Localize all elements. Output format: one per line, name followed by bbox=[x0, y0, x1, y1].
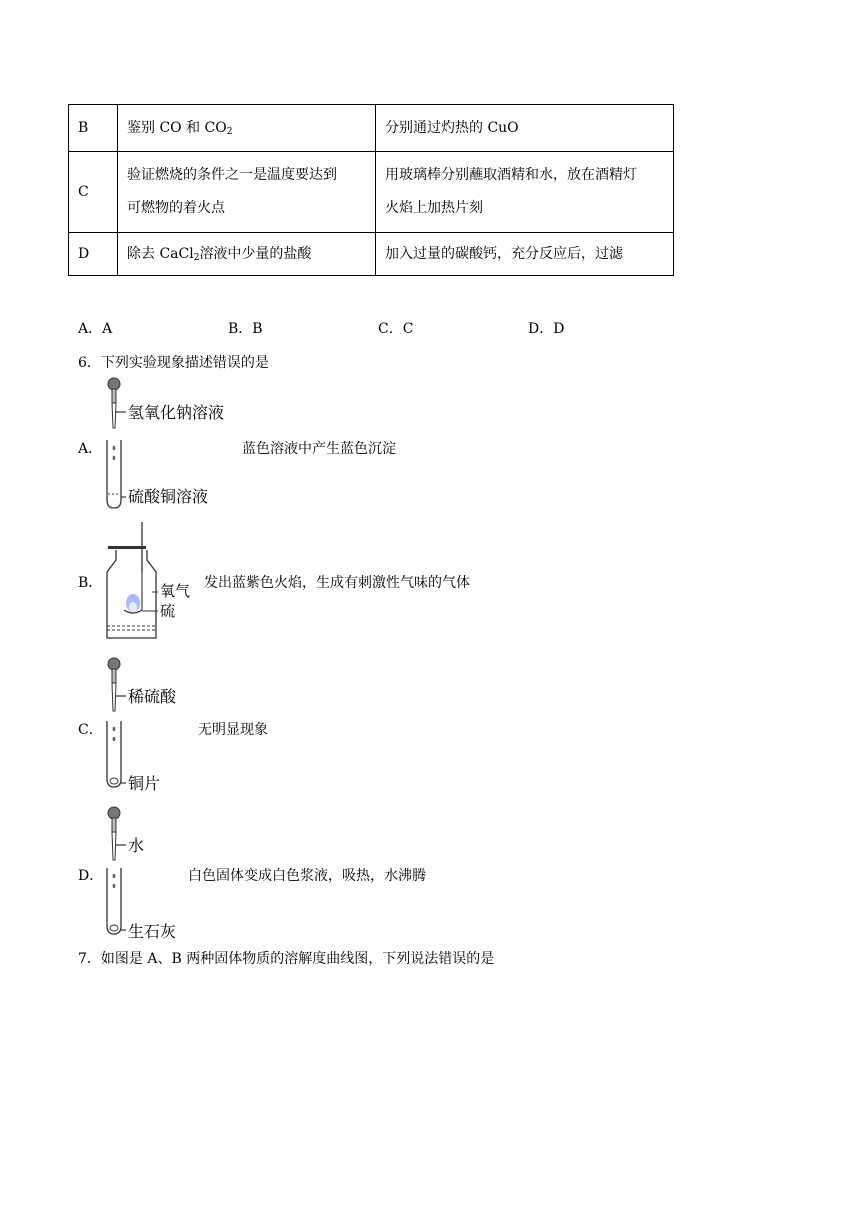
row-purpose: 鉴别 CO 和 $CO_2$ bbox=[118, 105, 376, 152]
row-method: 分别通过灼热的 CuO bbox=[376, 105, 674, 152]
label-bottom: 硫酸铜溶液 bbox=[128, 487, 209, 506]
gas-bottle-diagram bbox=[100, 520, 210, 642]
q6-option-c-text: 无明显现象 bbox=[198, 722, 268, 738]
dropper-test-tube-diagram bbox=[96, 376, 246, 512]
label-bottom: 生石灰 bbox=[128, 922, 177, 941]
row-purpose: 验证燃烧的条件之一是温度要达到 可燃物的着火点 bbox=[118, 152, 376, 233]
label-bottom: 铜片 bbox=[128, 774, 161, 793]
row-label: C bbox=[69, 152, 118, 233]
label-bottom: 硫 bbox=[160, 602, 176, 620]
row-method: 用玻璃棒分别蘸取酒精和水，放在酒精灯 火焰上加热片刻 bbox=[376, 152, 674, 233]
q5-option-b[interactable]: B．B bbox=[228, 321, 263, 337]
table-row bbox=[69, 152, 674, 233]
experiment-table bbox=[68, 104, 674, 276]
q5-option-d[interactable]: D．D bbox=[528, 321, 565, 337]
q6-option-d-letter[interactable]: D． bbox=[78, 868, 104, 884]
row-purpose: 除去 CaCl$_2$溶液中少量的盐酸 bbox=[118, 233, 376, 276]
q6-option-a-letter[interactable]: A． bbox=[78, 441, 103, 457]
table-row bbox=[69, 233, 674, 276]
table-row bbox=[69, 105, 674, 152]
q6-option-a-text: 蓝色溶液中产生蓝色沉淀 bbox=[242, 441, 396, 457]
q6-option-b-text: 发出蓝紫色火焰，生成有刺激性气味的气体 bbox=[204, 575, 470, 591]
q6-option-d-text: 白色固体变成白色浆液，吸热，水沸腾 bbox=[188, 868, 426, 884]
q5-option-c[interactable]: C．C bbox=[378, 321, 414, 337]
q5-option-a[interactable]: A．A bbox=[78, 321, 113, 337]
q6-stem: 6．下列实验现象描述错误的是 bbox=[78, 355, 269, 371]
label-top: 氢氧化钠溶液 bbox=[128, 403, 225, 422]
dropper-test-tube-diagram bbox=[96, 655, 206, 795]
label-top: 水 bbox=[128, 836, 145, 855]
row-label: D bbox=[69, 233, 118, 276]
label-top: 稀硫酸 bbox=[128, 687, 177, 706]
q6-option-c-letter[interactable]: C． bbox=[78, 722, 103, 738]
label-top: 氧气 bbox=[160, 582, 191, 600]
q6-option-b-letter[interactable]: B． bbox=[78, 575, 103, 591]
row-label: B bbox=[69, 105, 118, 152]
q7-stem: 7．如图是 A、B 两种固体物质的溶解度曲线图，下列说法错误的是 bbox=[78, 951, 495, 967]
row-method: 加入过量的碳酸钙，充分反应后，过滤 bbox=[376, 233, 674, 276]
